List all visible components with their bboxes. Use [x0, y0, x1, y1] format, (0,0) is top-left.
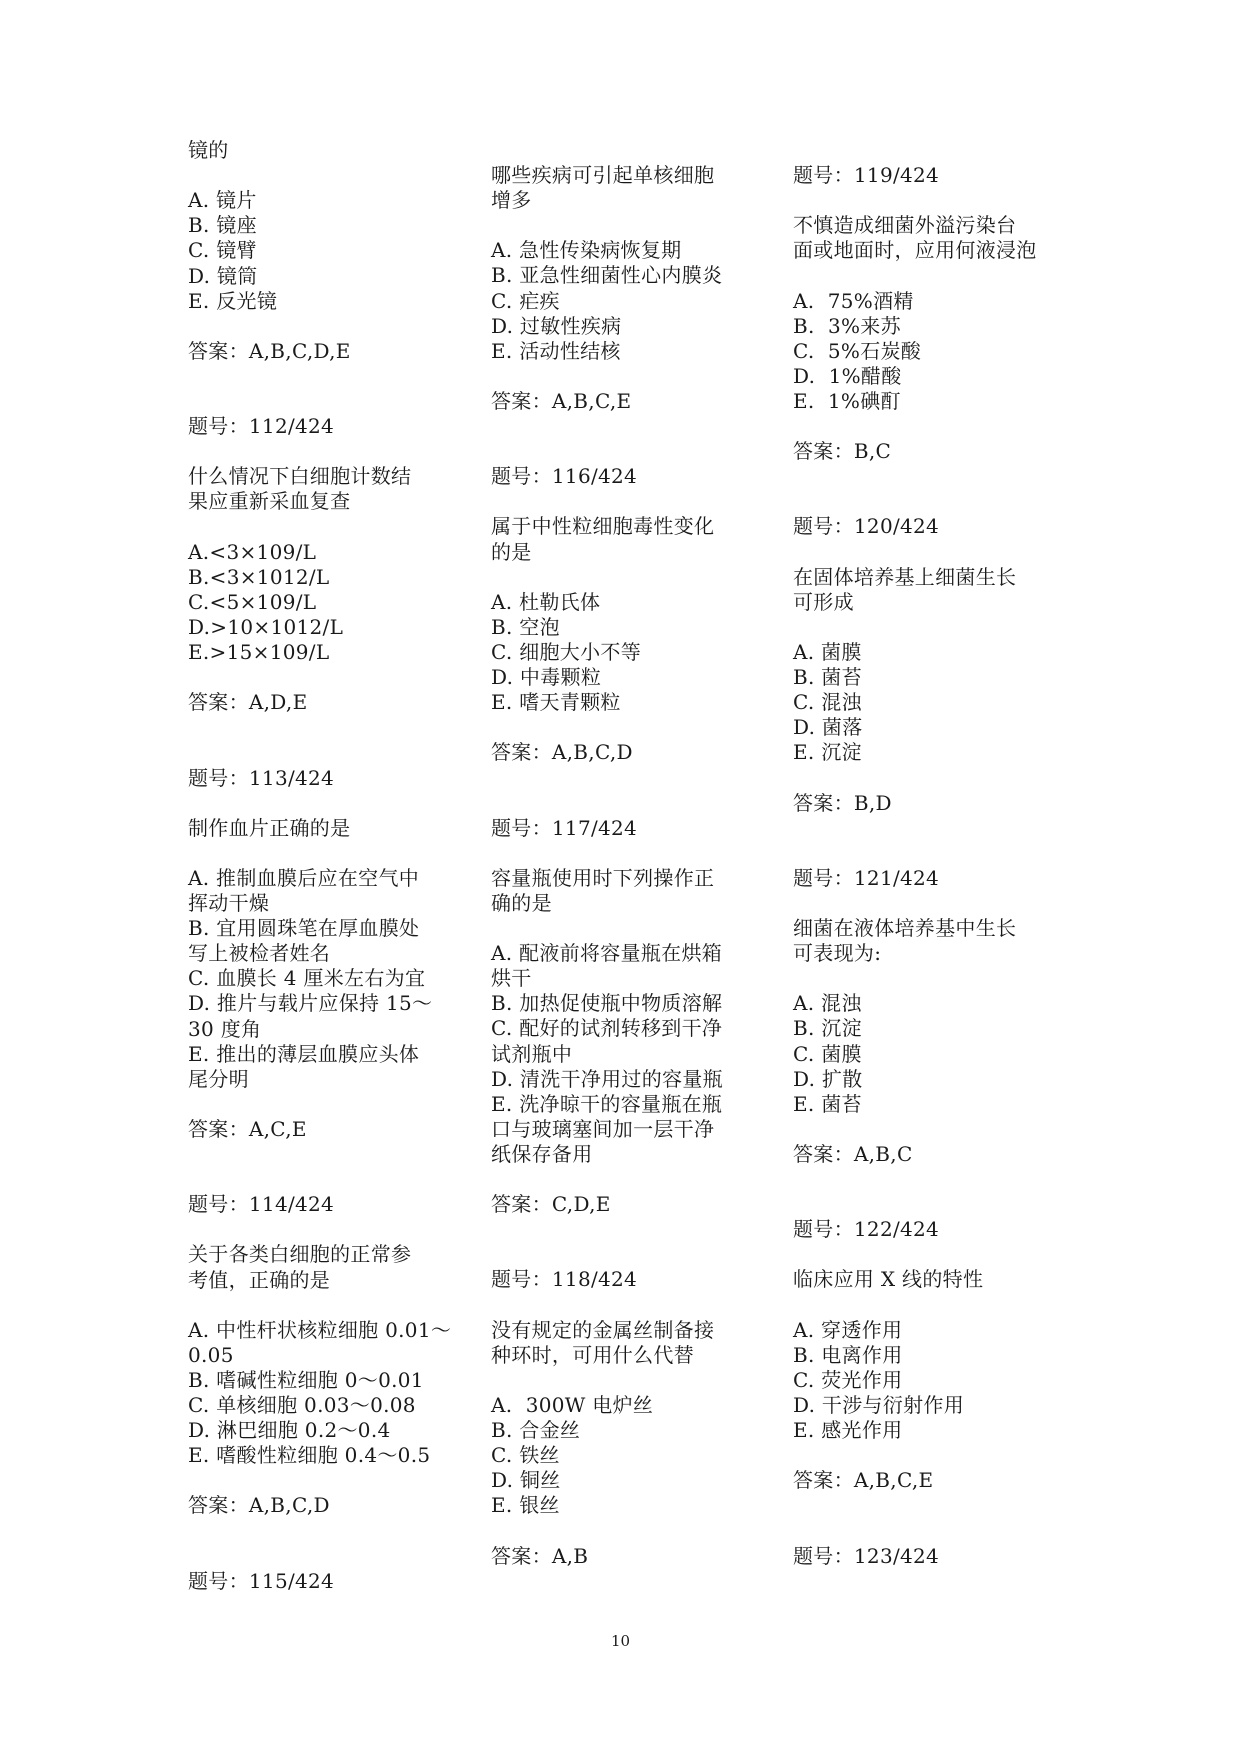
text-line: 果应重新采血复查	[188, 489, 351, 514]
text-line: D. 干涉与衍射作用	[793, 1392, 965, 1417]
text-line: 题号：118/424	[491, 1267, 638, 1292]
text-line: 可表现为:	[793, 941, 882, 966]
text-line: D. 推片与载片应保持 15～	[188, 991, 433, 1016]
text-line: 挥动干燥	[188, 891, 270, 915]
text-line: 什么情况下白细胞计数结	[188, 464, 412, 489]
text-line: B. 沉淀	[793, 1016, 862, 1041]
text-line: D. 清洗干净用过的容量瓶	[491, 1066, 723, 1091]
text-line: 没有规定的金属丝制备接	[491, 1317, 715, 1342]
text-line: A. 配液前将容量瓶在烘箱	[491, 941, 723, 966]
text-line: 可形成	[793, 589, 854, 614]
text-line: 关于各类白细胞的正常参	[188, 1242, 412, 1267]
text-line: A. 杜勒氏体	[491, 589, 601, 614]
text-line: 不慎造成细菌外溢污染台	[793, 213, 1017, 238]
text-line: 口与玻璃塞间加一层干净	[491, 1116, 715, 1141]
text-line: D. 淋巴细胞 0.2～0.4	[188, 1418, 391, 1443]
text-line: A. 混浊	[793, 991, 862, 1016]
text-line: C.<5×109/L	[188, 589, 317, 614]
text-line: B. 空泡	[491, 614, 560, 639]
text-line: 题号：113/424	[188, 765, 335, 790]
text-line: D. 铜丝	[491, 1468, 561, 1493]
text-line: 临床应用 X 线的特性	[793, 1267, 984, 1292]
text-line: 答案：A,B	[491, 1543, 589, 1568]
text-line: 题号：120/424	[793, 514, 940, 539]
text-line: D. 菌落	[793, 715, 863, 740]
text-line: B. 嗜碱性粒细胞 0～0.01	[188, 1367, 424, 1392]
text-line: C. 配好的试剂转移到干净	[491, 1016, 723, 1041]
text-line: 写上被检者姓名	[188, 941, 331, 966]
text-line: 细菌在液体培养基中生长	[793, 916, 1017, 940]
text-line: D. 中毒颗粒	[491, 665, 602, 689]
text-line: B. 亚急性细菌性心内膜炎	[491, 263, 723, 288]
text-line: E. 感光作用	[793, 1418, 903, 1442]
text-line: D. 1%醋酸	[793, 363, 902, 388]
text-line: 的是	[491, 539, 532, 564]
text-line: D.>10×1012/L	[188, 614, 344, 639]
text-line: 确的是	[491, 890, 552, 915]
text-line: 在固体培养基上细菌生长	[793, 564, 1017, 589]
text-line: 镜的	[188, 138, 229, 162]
text-line: 题号：117/424	[491, 815, 638, 840]
text-line: E. 反光镜	[188, 288, 278, 313]
text-line: C. 细胞大小不等	[491, 639, 642, 664]
text-line: 答案：B,D	[793, 790, 892, 815]
text-line: B. 加热促使瓶中物质溶解	[491, 991, 723, 1016]
text-line: 增多	[491, 188, 532, 213]
text-line: 题号：121/424	[793, 865, 940, 890]
text-line: A. 急性传染病恢复期	[491, 238, 682, 263]
text-line: C. 疟疾	[491, 288, 560, 313]
text-line: D. 扩散	[793, 1066, 863, 1091]
text-line: B. 宜用圆珠笔在厚血膜处	[188, 916, 420, 941]
text-line: 面或地面时，应用何液浸泡	[793, 238, 1037, 263]
text-line: 答案：A,B,C,E	[793, 1468, 934, 1493]
text-line: E. 嗜酸性粒细胞 0.4～0.5	[188, 1443, 431, 1468]
text-line: A. 推制血膜后应在空气中	[188, 865, 420, 890]
text-line: B. 镜座	[188, 213, 257, 238]
text-line: E. 活动性结核	[491, 338, 621, 363]
text-line: 0.05	[188, 1342, 234, 1367]
text-line: A. 穿透作用	[793, 1317, 903, 1342]
text-line: D. 过敏性疾病	[491, 313, 622, 338]
page-number: 10	[610, 1632, 631, 1650]
text-line: 题号：115/424	[188, 1568, 335, 1593]
text-line: C. 铁丝	[491, 1443, 560, 1468]
text-line: E. 1%碘酊	[793, 388, 901, 413]
text-line: E. 沉淀	[793, 740, 862, 765]
text-line: 答案：B,C	[793, 439, 892, 464]
text-line: 题号：116/424	[491, 464, 638, 489]
text-line: 题号：114/424	[188, 1192, 335, 1217]
text-line: 题号：122/424	[793, 1217, 940, 1242]
text-line: 答案：A,C,E	[188, 1116, 307, 1141]
text-line: B. 合金丝	[491, 1418, 581, 1442]
text-line: 题号：119/424	[793, 163, 940, 187]
text-line: 烘干	[491, 966, 532, 991]
text-line: E. 嗜天青颗粒	[491, 690, 621, 715]
text-line: B. 菌苔	[793, 665, 862, 689]
text-line: D. 镜筒	[188, 263, 258, 288]
text-line: E.>15×109/L	[188, 640, 330, 664]
text-line: C. 单核细胞 0.03～0.08	[188, 1393, 416, 1417]
text-line: 答案：A,D,E	[188, 690, 308, 715]
text-line: 纸保存备用	[491, 1141, 593, 1166]
text-line: 答案：C,D,E	[491, 1192, 611, 1217]
text-line: 题号：123/424	[793, 1543, 940, 1568]
text-line: 属于中性粒细胞毒性变化	[491, 514, 715, 539]
text-line: E. 洗净晾干的容量瓶在瓶	[491, 1091, 723, 1116]
text-line: 答案：A,B,C,D	[491, 740, 633, 765]
text-line: A.<3×109/L	[188, 539, 317, 564]
text-line: E. 银丝	[491, 1493, 560, 1518]
text-line: 制作血片正确的是	[188, 815, 351, 840]
text-line: E. 推出的薄层血膜应头体	[188, 1041, 420, 1066]
text-line: C. 荧光作用	[793, 1367, 903, 1392]
text-line: 答案：A,B,C,D	[188, 1493, 330, 1518]
text-line: A. 镜片	[188, 188, 257, 213]
text-line: 考值，正确的是	[188, 1267, 331, 1292]
text-line: 答案：A,B,C,E	[491, 388, 632, 413]
text-line: B.<3×1012/L	[188, 564, 330, 589]
text-line: 答案：A,B,C	[793, 1141, 913, 1166]
text-line: E. 菌苔	[793, 1091, 862, 1116]
text-line: 尾分明	[188, 1066, 249, 1091]
text-line: 哪些疾病可引起单核细胞	[491, 163, 715, 187]
text-line: 种环时，可用什么代替	[491, 1342, 694, 1367]
text-line: 试剂瓶中	[491, 1041, 573, 1066]
text-line: A. 中性杆状核粒细胞 0.01～	[188, 1317, 452, 1342]
text-line: C. 混浊	[793, 690, 862, 715]
text-line: A. 菌膜	[793, 639, 862, 664]
text-line: A. 75%酒精	[793, 288, 914, 313]
text-line: B. 电离作用	[793, 1342, 903, 1367]
text-line: 30 度角	[188, 1016, 262, 1041]
text-line: C. 血膜长 4 厘米左右为宜	[188, 966, 426, 991]
text-line: 答案：A,B,C,D,E	[188, 338, 351, 363]
text-line: 容量瓶使用时下列操作正	[491, 865, 715, 890]
text-line: B. 3%来苏	[793, 313, 901, 338]
text-line: A. 300W 电炉丝	[491, 1392, 654, 1417]
text-line: C. 5%石炭酸	[793, 338, 922, 363]
text-line: C. 菌膜	[793, 1041, 862, 1066]
text-line: 题号：112/424	[188, 414, 335, 439]
text-line: C. 镜臂	[188, 238, 257, 263]
